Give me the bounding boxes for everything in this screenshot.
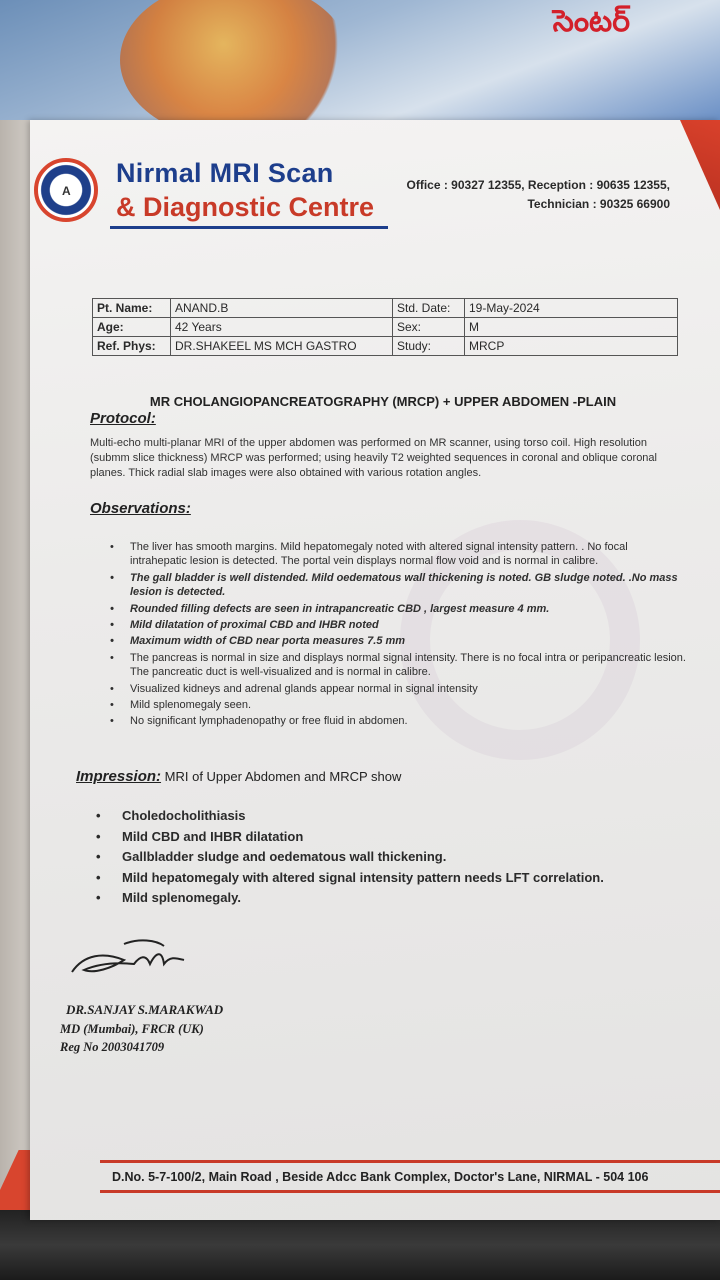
contact-info — [400, 176, 670, 214]
impression-item: • Choledocholithiasis — [92, 806, 652, 827]
observation-item: • No significant lymphadenopathy or free fluid in abdomen. — [106, 714, 686, 728]
poster-telugu-text: సెంటర్ — [552, 4, 630, 39]
doctor-credentials — [60, 1020, 204, 1056]
report-sheet — [30, 120, 720, 1220]
report-title: MR CHOLANGIOPANCREATOGRAPHY (MRCP) + UPPER ABDOMEN -PLAIN — [149, 394, 617, 409]
study-date: 19-May-2024 — [465, 299, 678, 318]
poster-illustration — [120, 0, 350, 140]
footer-rule-bottom — [100, 1190, 720, 1193]
study-type: MRCP — [465, 337, 678, 356]
contact-line-2: Technician : 90325 66900 — [527, 197, 670, 211]
patient-info-table — [92, 298, 678, 356]
clinic-name-line2: & Diagnostic Centre — [116, 192, 375, 222]
ref-label: Ref. Phys: — [93, 337, 171, 356]
impression-item: • Mild splenomegaly. — [92, 888, 652, 909]
patient-sex: M — [465, 318, 678, 337]
patient-row-1 — [93, 299, 678, 318]
observation-item: • Rounded filling defects are seen in intrapancreatic CBD , largest measure 4 mm. — [106, 602, 686, 616]
study-label: Study: — [393, 337, 465, 356]
doctor-registration: Reg No 2003041709 — [60, 1040, 165, 1054]
patient-row-3 — [93, 337, 678, 356]
impression-item: • Mild hepatomegaly with altered signal intensity pattern needs LFT correlation. — [92, 868, 652, 889]
sex-label: Sex: — [393, 318, 465, 337]
impression-heading: Impression: — [76, 768, 162, 785]
impression-item: • Gallbladder sludge and oedematous wall thickening. — [92, 847, 652, 868]
age-label: Age: — [93, 318, 171, 337]
doctor-name: DR.SANJAY S.MARAKWAD — [66, 1002, 224, 1017]
observation-item: • Mild splenomegaly seen. — [106, 698, 686, 712]
doctor-qualification: MD (Mumbai), FRCR (UK) — [60, 1022, 204, 1036]
observation-item: • Visualized kidneys and adrenal glands appear normal in signal intensity — [106, 682, 686, 696]
footer-rule-top — [100, 1160, 720, 1163]
name-label: Pt. Name: — [93, 299, 171, 318]
protocol-text: Multi-echo multi-planar MRI of the upper abdomen was performed on MR scanner, using torso coil. High resolution (submm slice thickness) MRCP was performed; using heavily T2 weighted sequences in coronal and oblique coronal planes. Thick radial slab images were also obtained with various rotation angles. — [90, 437, 657, 479]
protocol-heading: Protocol: — [90, 410, 156, 427]
background-table-edge — [0, 1210, 720, 1280]
observations-list — [106, 540, 686, 731]
letterhead-rule — [110, 226, 388, 229]
impression-heading-line — [76, 768, 401, 785]
observation-item: • The gall bladder is well distended. Mild oedematous wall thickening is noted. GB sludge noted. .No mass lesion is detected. — [106, 571, 686, 600]
date-label: Std. Date: — [393, 299, 465, 318]
impression-list — [92, 806, 652, 909]
patient-row-2 — [93, 318, 678, 337]
observation-item: • The pancreas is normal in size and displays normal signal intensity. There is no focal intra or peripancreatic lesion. The pancreatic duct is well-visualized and is normal in calibre. — [106, 651, 686, 680]
observation-item: • The liver has smooth margins. Mild hepatomegaly noted with altered signal intensity pattern. . No focal intrahepatic lesion is detected. The portal vein displays normal flow void and is normal in calibre. — [106, 540, 686, 569]
impression-intro: MRI of Upper Abdomen and MRCP show — [161, 769, 402, 784]
referring-physician: DR.SHAKEEL MS MCH GASTRO — [171, 337, 393, 356]
footer-address: D.No. 5-7-100/2, Main Road , Beside Adcc Bank Complex, Doctor's Lane, NIRMAL - 504 106 — [112, 1170, 649, 1184]
contact-line-1: Office : 90327 12355, Reception : 90635 12355, — [406, 178, 670, 192]
patient-name: ANAND.B — [171, 299, 393, 318]
observations-heading: Observations: — [90, 500, 191, 517]
clinic-logo — [34, 158, 98, 222]
observation-item: • Mild dilatation of proximal CBD and IHBR noted — [106, 618, 686, 632]
clinic-name-line1: Nirmal MRI Scan — [116, 158, 334, 188]
observation-item: • Maximum width of CBD near porta measures 7.5 mm — [106, 634, 686, 648]
impression-item: • Mild CBD and IHBR dilatation — [92, 827, 652, 848]
patient-age: 42 Years — [171, 318, 393, 337]
sheet-corner-accent — [680, 120, 720, 210]
doctor-signature — [64, 934, 194, 984]
